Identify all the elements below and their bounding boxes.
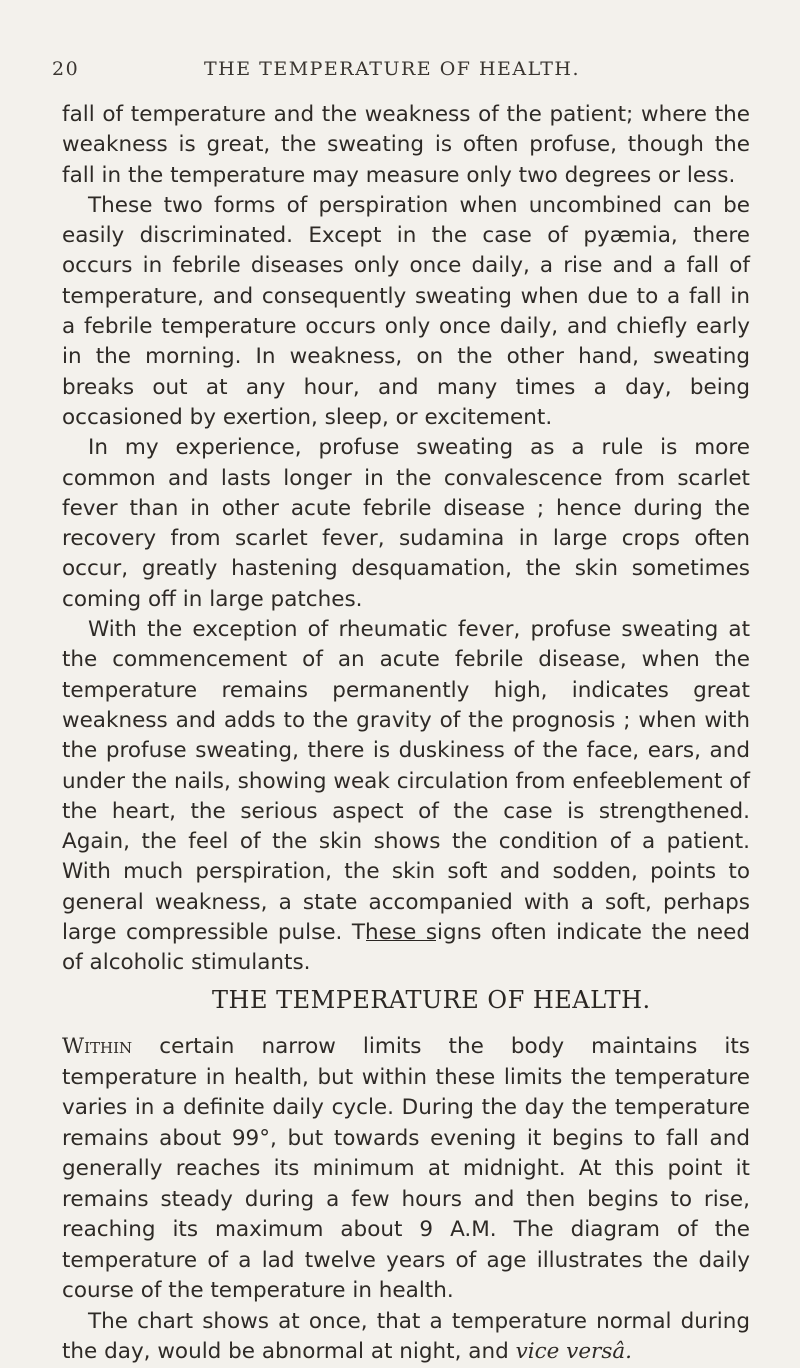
paragraph-rheumatic-fever: With the exception of rheumatic fever, profuse sweating at the commencement of an acute febrile disease, when the temperature remains permanently high, indicates great weakness and adds to the gravity of the prognosis ; when with the profuse sweating, there is duskiness of the face, ears, and under the nails, showing weak circulation from enfeeblement of the heart, the serious aspect of the case is strengthened. Again, the feel of the skin shows the condition of a patient. With much perspiration, the skin soft and sodden, points to general weakness, a state accompanied with a soft, perhaps large compressible pulse. These signs often indicate the need of alcoholic stimulants. bbox=[62, 617, 750, 976]
page-number: 20 bbox=[52, 58, 80, 80]
running-head bbox=[52, 58, 752, 90]
section-divider bbox=[366, 940, 436, 941]
section-paragraph-1-text: certain narrow limits the body maintains its temperature in health, but within these limits the temperature varies in a definite daily cycle. During the day the temperature remains about 99°, but towards evening it begins to fall and generally reaches its minimum at midnight. At this point it remains steady during a few hours and then begins to rise, reaching its maximum about 9 A.M. The diagram of the temperature of a lad twelve years of age illustrates the daily course of the temperature in health. bbox=[62, 1034, 750, 1303]
running-head-title: THE TEMPERATURE OF HEALTH. bbox=[204, 58, 580, 80]
section-first-word: Within bbox=[62, 1034, 133, 1059]
body-text bbox=[62, 100, 750, 979]
section-paragraph-2-italic: vice versâ. bbox=[515, 1339, 633, 1364]
paragraph-continuation: fall of temperature and the weakness of the patient; where the weakness is great, the sweating is often profuse, though the fall in the temperature may measure only two degrees or less. bbox=[62, 102, 750, 188]
paragraph-perspiration-forms: These two forms of perspiration when uncombined can be easily discriminated. Except in the case of pyæmia, there occurs in febrile diseases only once daily, a rise and a fall of temperature, and consequently sweating when due to a fall in a febrile temperature occurs only once daily, and chiefly early in the morning. In weakness, on the other hand, sweating breaks out at any hour, and many times a day, being occasioned by exertion, sleep, or excitement. bbox=[62, 192, 750, 430]
section-paragraph-2-text: The chart shows at once, that a temperature normal during the day, would be abnormal at night, and bbox=[62, 1308, 750, 1364]
section-paragraph-1 bbox=[62, 1032, 750, 1307]
section-paragraph-2 bbox=[62, 1307, 750, 1368]
paragraph-scarlet-fever: In my experience, profuse sweating as a rule is more common and lasts longer in the convalescence from scarlet fever than in other acute febrile disease ; hence during the recovery from scarlet fever, sudamina in large crops often occur, greatly hastening desquamation, the skin sometimes coming off in large patches. bbox=[62, 435, 750, 612]
section-heading: THE TEMPERATURE OF HEALTH. bbox=[212, 986, 651, 1014]
section-text bbox=[62, 1032, 750, 1368]
